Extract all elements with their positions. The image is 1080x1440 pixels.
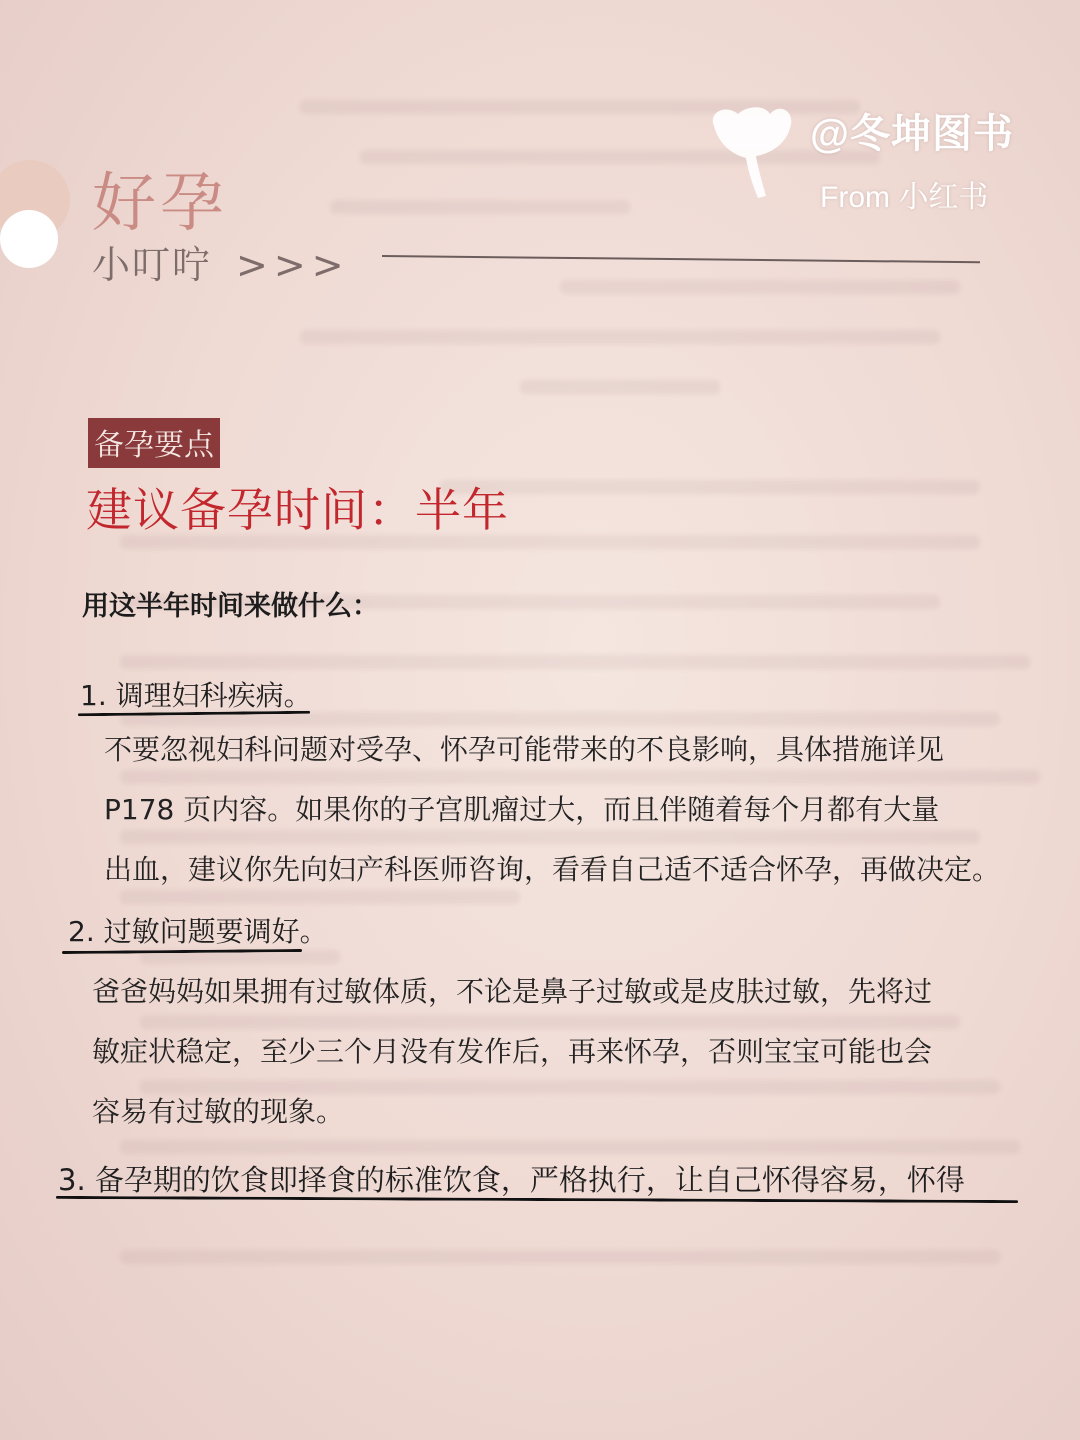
header-title: 好孕 xyxy=(92,167,228,241)
item-1-body xyxy=(104,720,1000,900)
header-subtitle xyxy=(92,234,350,289)
item-1-line-2: P178 页内容。如果你的子宫肌瘤过大，而且伴随着每个月都有大量 xyxy=(104,793,940,826)
heart-logo-icon xyxy=(704,104,796,200)
section-title: 建议备孕时间：半年 xyxy=(86,483,509,537)
item-3-heading: 3. 备孕期的饮食即择食的标准饮食，严格执行，让自己怀得容易，怀得 xyxy=(58,1163,965,1197)
decorative-dot-white xyxy=(0,210,58,268)
section-badge: 备孕要点 xyxy=(88,418,220,468)
header-arrows: >>> xyxy=(236,243,350,287)
watermark-title: @冬坤图书 xyxy=(810,112,1015,156)
item-2-heading: 2. 过敏问题要调好。 xyxy=(68,915,328,948)
item-1-line-3: 出血，建议你先向妇产科医师咨询，看看自己适不适合怀孕，再做决定。 xyxy=(104,853,1001,886)
item-2-line-3: 容易有过敏的现象。 xyxy=(92,1095,345,1128)
header-subtitle-text: 小叮咛 xyxy=(92,243,213,287)
item-2-line-2: 敏症状稳定，至少三个月没有发作后，再来怀孕，否则宝宝可能也会 xyxy=(92,1035,933,1068)
intro-question: 用这半年时间来做什么： xyxy=(82,591,379,622)
item-1-line-1: 不要忽视妇科问题对受孕、怀孕可能带来的不良影响，具体措施详见 xyxy=(104,733,945,766)
item-2-line-1: 爸爸妈妈如果拥有过敏体质，不论是鼻子过敏或是皮肤过敏，先将过 xyxy=(92,975,933,1008)
item-1-heading: 1. 调理妇科疾病。 xyxy=(80,679,312,712)
header-divider xyxy=(382,255,980,263)
watermark-source: From 小红书 xyxy=(820,181,989,214)
item-2-body xyxy=(92,962,932,1142)
